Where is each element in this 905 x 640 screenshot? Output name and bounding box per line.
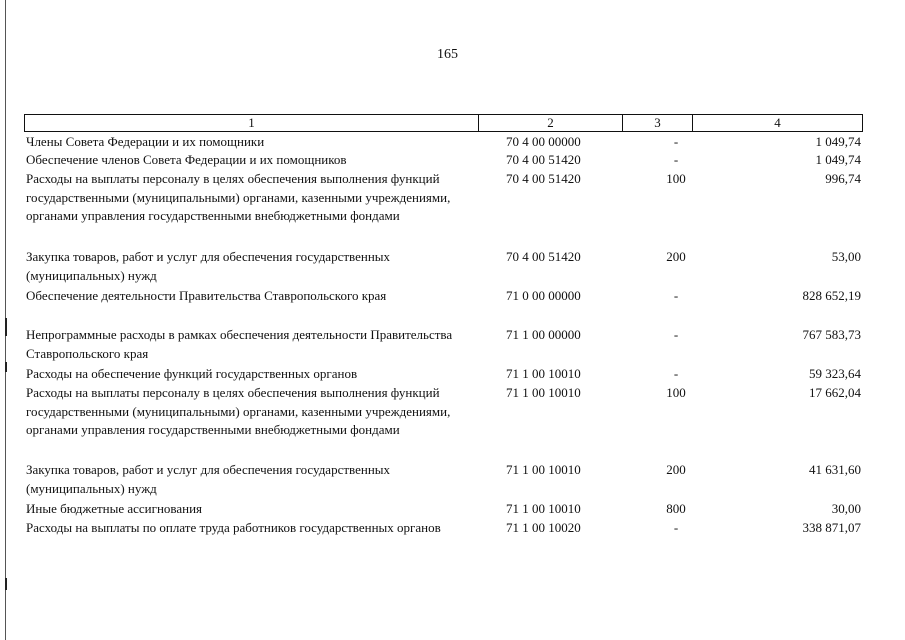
row-amount: 767 583,73 xyxy=(802,327,861,342)
row-code: 70 4 00 51420 xyxy=(506,249,581,264)
row-name: Расходы на выплаты по оплате труда работников государственных органов xyxy=(26,520,441,535)
table-body xyxy=(26,133,866,558)
row-name: Закупка товаров, работ и услуг для обеспечения государственных (муниципальных) нужд xyxy=(26,249,391,283)
table-row xyxy=(26,365,866,384)
table-row xyxy=(26,384,866,461)
header-col-1: 1 xyxy=(25,115,479,131)
row-type: - xyxy=(673,288,679,303)
row-amount: 1 049,74 xyxy=(815,152,861,167)
row-code: 71 1 00 10010 xyxy=(506,385,581,400)
table-row xyxy=(26,500,866,519)
row-amount: 1 049,74 xyxy=(815,134,861,149)
row-code: 71 0 00 00000 xyxy=(506,288,581,303)
row-amount: 338 871,07 xyxy=(802,520,861,535)
row-amount: 59 323,64 xyxy=(809,366,861,381)
row-name: Расходы на выплаты персоналу в целях обеспечения выполнения функций государственными (муниципальными) органами, казенными учреждениями, органами управления государственными внебюджетными фондами xyxy=(26,171,451,224)
scan-mark xyxy=(5,362,7,372)
table-row xyxy=(26,151,866,170)
row-code: 70 4 00 51420 xyxy=(506,152,581,167)
row-amount: 828 652,19 xyxy=(802,288,861,303)
row-type: - xyxy=(673,134,679,149)
row-code: 71 1 00 10010 xyxy=(506,462,581,477)
header-col-4: 4 xyxy=(774,115,781,130)
table-row xyxy=(26,248,866,287)
row-amount: 30,00 xyxy=(831,501,861,516)
row-name: Обеспечение членов Совета Федерации и их помощников xyxy=(26,152,347,167)
scan-mark xyxy=(5,318,7,336)
table-header xyxy=(24,114,863,132)
row-amount: 41 631,60 xyxy=(809,462,861,477)
row-name: Обеспечение деятельности Правительства Ставропольского края xyxy=(26,288,387,303)
row-type: - xyxy=(673,520,679,535)
row-type: 800 xyxy=(666,501,686,516)
header-col-3: 3 xyxy=(623,115,693,131)
row-name: Расходы на выплаты персоналу в целях обеспечения выполнения функций государственными (муниципальными) органами, казенными учреждениями, органами управления государственными внебюджетными фондами xyxy=(26,385,451,438)
row-code: 71 1 00 10020 xyxy=(506,520,581,535)
header-col-2: 2 xyxy=(479,115,623,131)
row-code: 70 4 00 00000 xyxy=(506,134,581,149)
table-row xyxy=(26,461,866,500)
row-type: - xyxy=(673,366,679,381)
row-amount: 17 662,04 xyxy=(809,385,861,400)
table-row xyxy=(26,326,866,365)
row-type: - xyxy=(673,327,679,342)
page-number: 165 xyxy=(437,47,458,62)
row-type: 200 xyxy=(666,249,686,264)
row-name: Расходы на обеспечение функций государственных органов xyxy=(26,366,358,381)
row-name: Непрограммные расходы в рамках обеспечения деятельности Правительства Ставропольского края xyxy=(26,327,453,361)
row-type: 200 xyxy=(666,462,686,477)
row-code: 71 1 00 10010 xyxy=(506,366,581,381)
row-amount: 996,74 xyxy=(825,171,861,186)
row-amount: 53,00 xyxy=(831,249,861,264)
row-name: Иные бюджетные ассигнования xyxy=(26,501,203,516)
table-row xyxy=(26,170,866,248)
row-code: 70 4 00 51420 xyxy=(506,171,581,186)
table-row xyxy=(26,519,866,558)
row-type: - xyxy=(673,152,679,167)
row-type: 100 xyxy=(666,171,686,186)
row-code: 71 1 00 00000 xyxy=(506,327,581,342)
row-code: 71 1 00 10010 xyxy=(506,501,581,516)
row-type: 100 xyxy=(666,385,686,400)
scan-mark xyxy=(5,578,7,590)
table-row xyxy=(26,133,866,151)
table-row xyxy=(26,287,866,326)
row-name: Закупка товаров, работ и услуг для обеспечения государственных (муниципальных) нужд xyxy=(26,462,391,496)
row-name: Члены Совета Федерации и их помощники xyxy=(26,134,265,149)
